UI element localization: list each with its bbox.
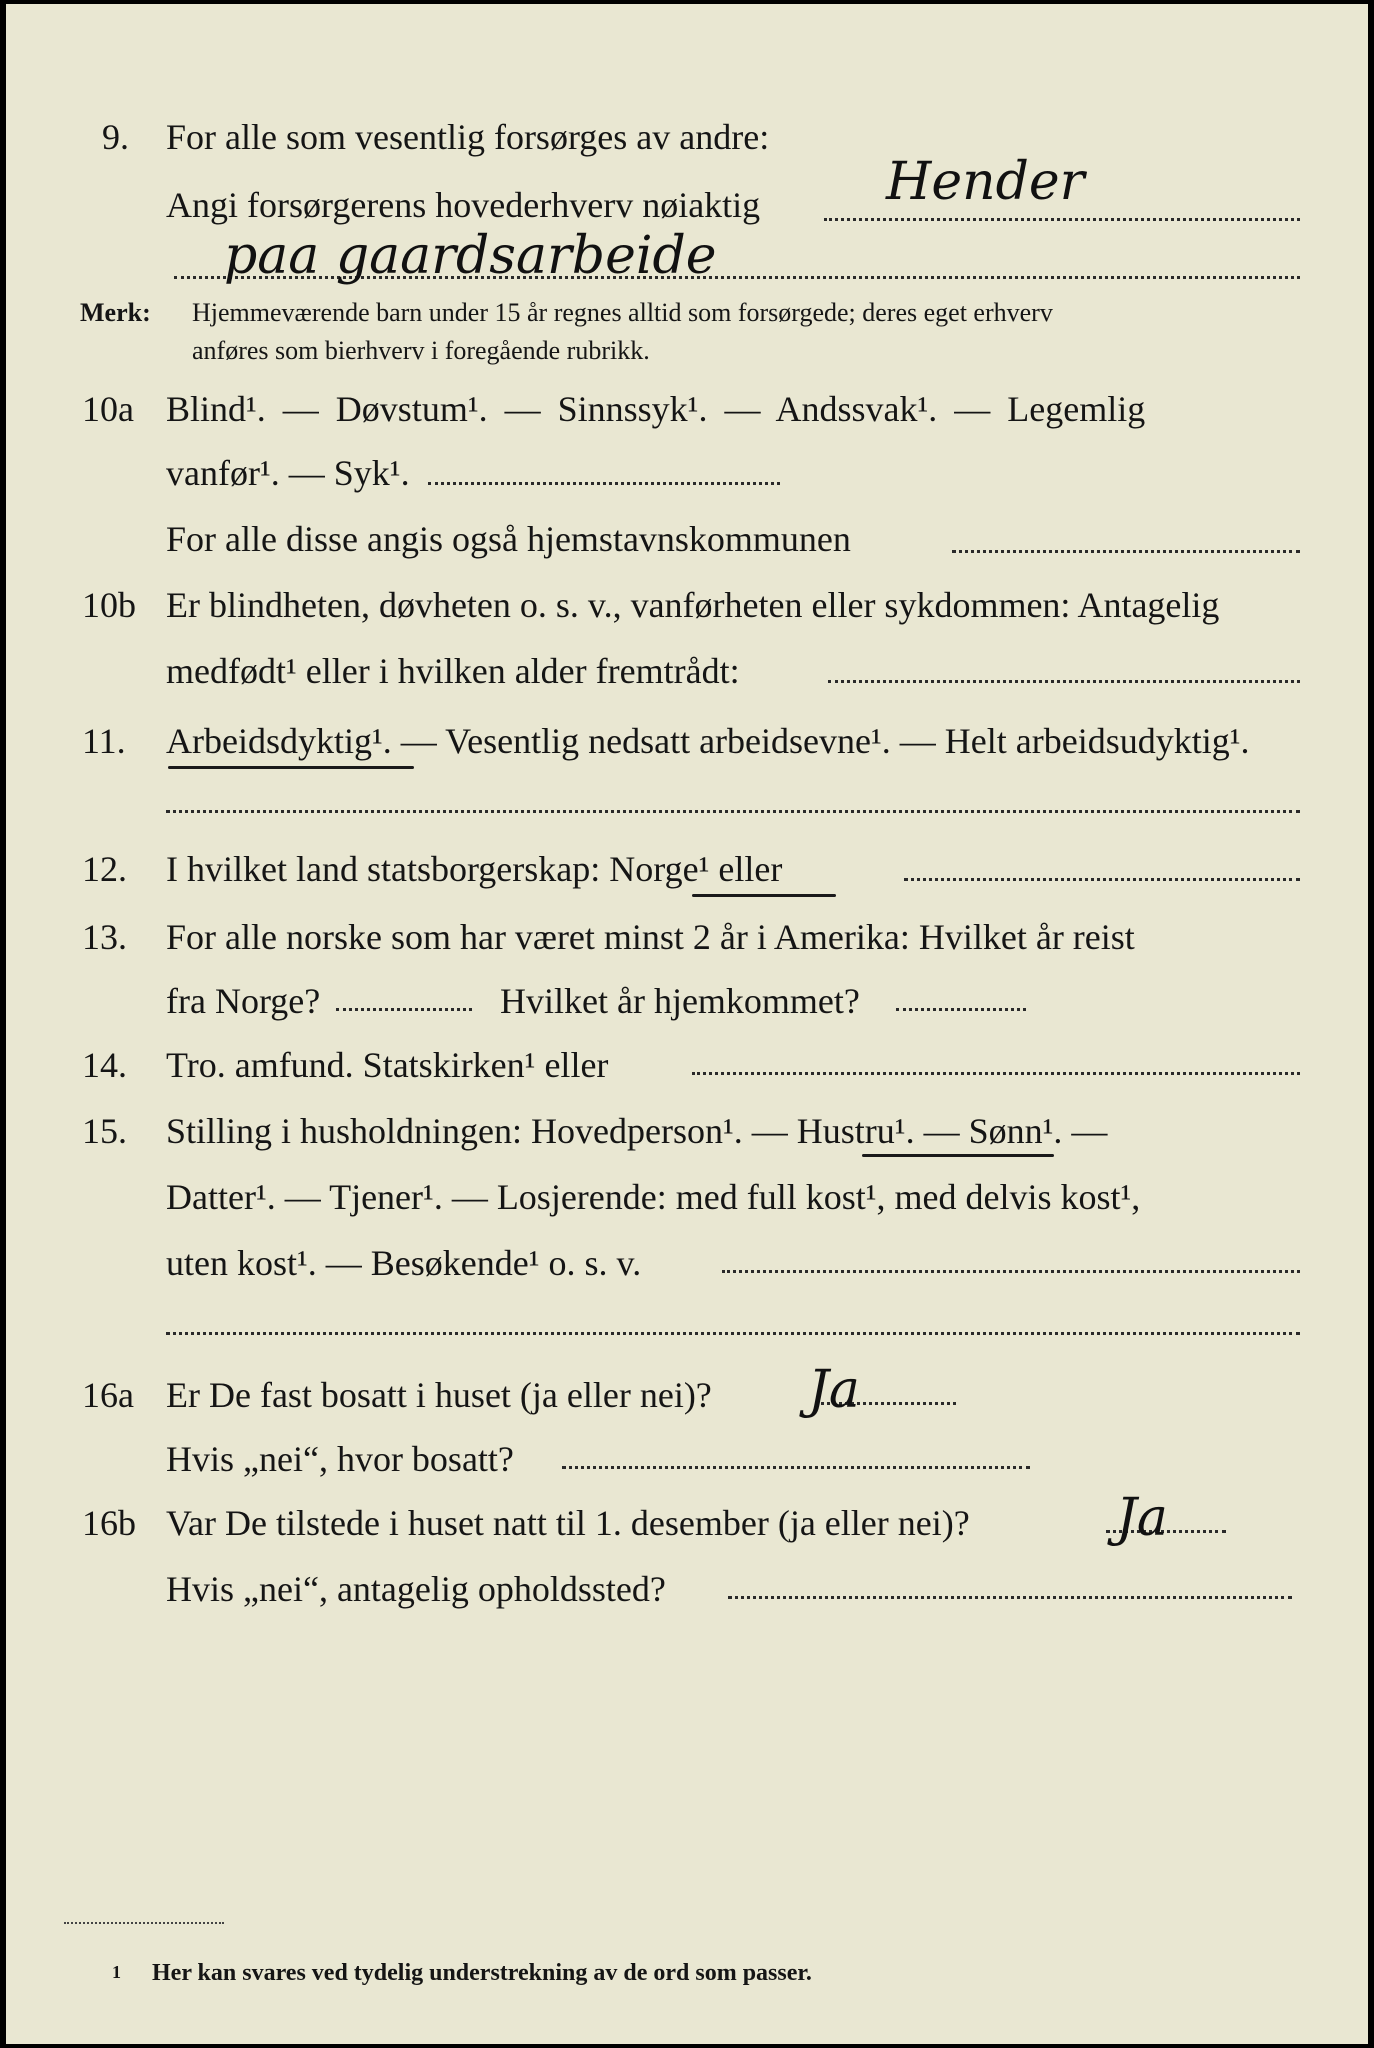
question-text: Er blindheten, døvheten o. s. v., vanførheten eller sykdommen: Antagelig: [166, 585, 1220, 625]
question-text: vanfør¹. — Syk¹.: [166, 453, 410, 493]
handwritten-answer: Ja: [1116, 1488, 1168, 1548]
answer-line[interactable]: [828, 680, 1300, 683]
answer-line[interactable]: [428, 482, 780, 485]
question-text: I hvilket land statsborgerskap: Norge¹ eller: [166, 849, 783, 889]
answer-line[interactable]: [904, 878, 1300, 881]
answer-line[interactable]: [952, 550, 1300, 553]
question-text: Hvis „nei“, antagelig opholdssted?: [166, 1569, 666, 1609]
note-text: anføres som bierhverv i foregående rubrikk.: [192, 336, 650, 365]
question-number: 14.: [82, 1045, 127, 1085]
underline-mark: [862, 1154, 1054, 1157]
answer-line[interactable]: [166, 810, 1300, 813]
question-number: 16b: [82, 1503, 136, 1543]
question-text: Datter¹. — Tjener¹. — Losjerende: med full kost¹, med delvis kost¹,: [166, 1177, 1141, 1217]
question-number: 12.: [82, 849, 127, 889]
answer-line[interactable]: [728, 1596, 1292, 1599]
note-label: Merk:: [80, 298, 151, 327]
answer-line[interactable]: [722, 1270, 1300, 1273]
question-text: Stilling i husholdningen: Hovedperson¹. — Hustru¹. — Sønn¹. —: [166, 1111, 1108, 1151]
answer-line[interactable]: [166, 1332, 1300, 1335]
question-number: 10a: [82, 389, 134, 429]
answer-line[interactable]: [824, 218, 1300, 221]
question-text: Hvis „nei“, hvor bosatt?: [166, 1439, 514, 1479]
answer-line[interactable]: [336, 1008, 472, 1011]
handwritten-answer: paa gaardsarbeide: [224, 226, 717, 286]
question-text: For alle disse angis også hjemstavnskommunen: [166, 519, 851, 559]
question-text: Angi forsørgerens hovederhverv nøiaktig: [166, 185, 761, 225]
question-text: medfødt¹ eller i hvilken alder fremtrådt:: [166, 651, 740, 691]
handwritten-answer: Ja: [808, 1360, 860, 1420]
question-number: 15.: [82, 1111, 127, 1151]
answer-line[interactable]: [562, 1466, 1030, 1469]
question-text: Arbeidsdyktig¹. — Vesentlig nedsatt arbeidsevne¹. — Helt arbeidsudyktig¹.: [166, 721, 1250, 761]
question-text: For alle som vesentlig forsørges av andre:: [166, 117, 770, 157]
answer-line[interactable]: [692, 1072, 1300, 1075]
underline-mark: [168, 766, 414, 769]
question-text: Er De fast bosatt i huset (ja eller nei)?: [166, 1375, 712, 1415]
handwritten-answer: Hender: [886, 152, 1085, 212]
question-text: Var De tilstede i huset natt til 1. desember (ja eller nei)?: [166, 1503, 970, 1543]
question-number: 16a: [82, 1375, 134, 1415]
footnote-text: Her kan svares ved tydelig understrekning av de ord som passer.: [152, 1960, 812, 1986]
question-number: 10b: [82, 585, 136, 625]
question-text: uten kost¹. — Besøkende¹ o. s. v.: [166, 1243, 642, 1283]
question-text: Tro. amfund. Statskirken¹ eller: [166, 1045, 609, 1085]
footnote-rule: [64, 1922, 224, 1924]
answer-line[interactable]: [896, 1008, 1026, 1011]
underline-mark: [692, 894, 836, 897]
question-text: Blind¹. — Døvstum¹. — Sinnssyk¹. — Andssvak¹. — Legemlig: [166, 389, 1146, 429]
question-text: For alle norske som har været minst 2 år i Amerika: Hvilket år reist: [166, 917, 1135, 957]
question-text: Hvilket år hjemkommet?: [500, 981, 860, 1021]
footnote-marker: 1: [112, 1962, 121, 1982]
question-text: fra Norge?: [166, 981, 321, 1021]
question-number: 11.: [82, 721, 126, 761]
question-number: 9.: [102, 117, 129, 157]
census-form-page: [6, 4, 1368, 2044]
note-text: Hjemmeværende barn under 15 år regnes alltid som forsørgede; deres eget erhverv: [192, 298, 1053, 327]
question-number: 13.: [82, 917, 127, 957]
